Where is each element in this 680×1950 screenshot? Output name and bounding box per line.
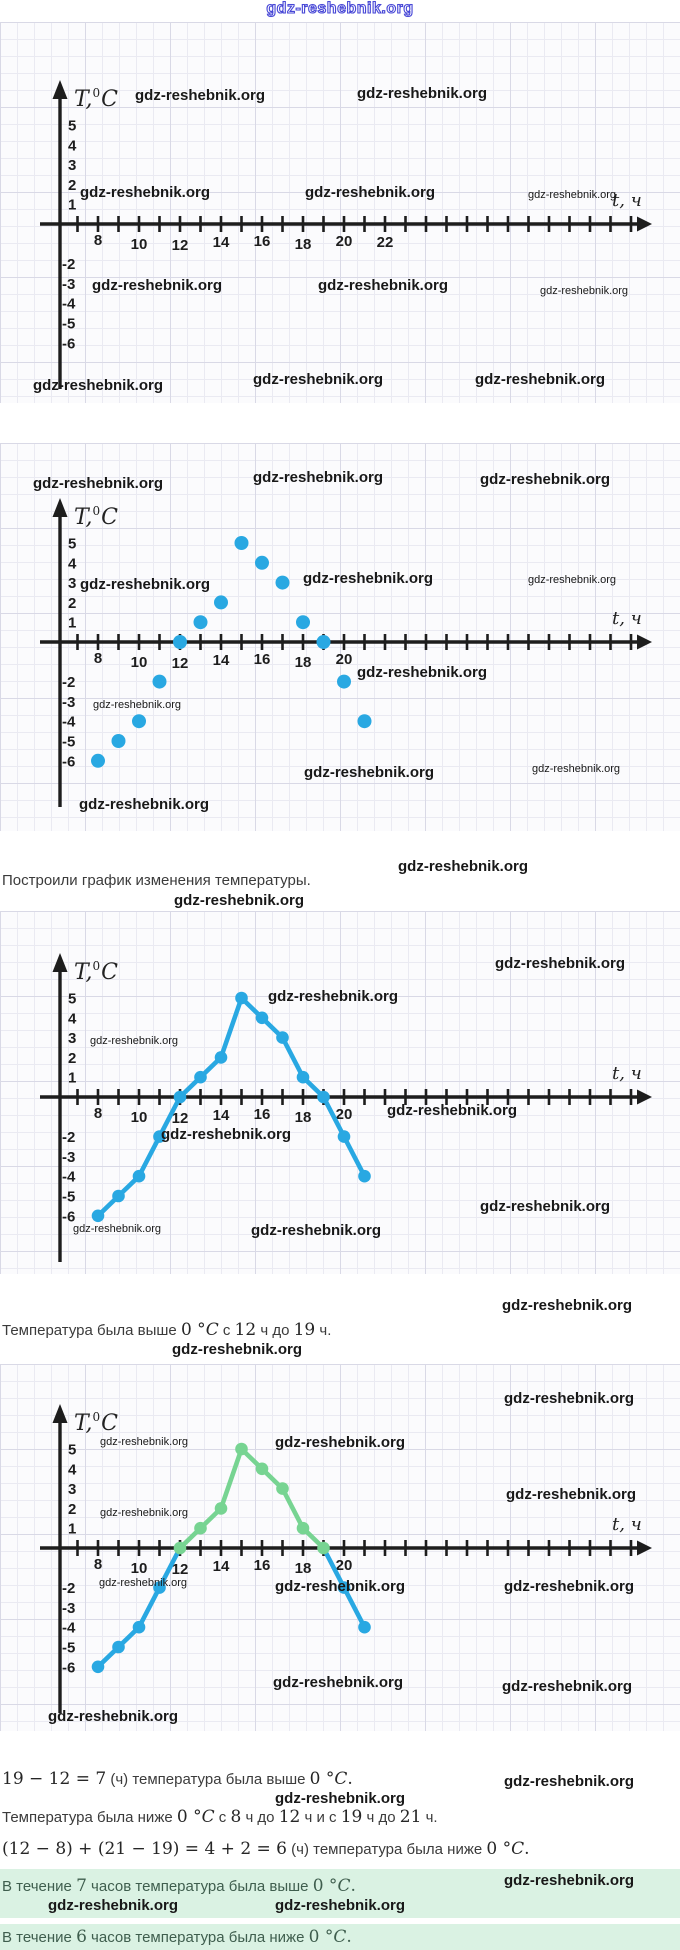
svg-text:t, ч: t, ч [612, 1514, 642, 1535]
svg-text:1: 1 [68, 614, 77, 632]
conclusion-below-zero [2, 1927, 352, 1948]
text-segment: Построили график изменения температуры. [2, 872, 311, 889]
watermark: gdz-reshebnik.org [528, 189, 617, 201]
watermark: gdz-reshebnik.org [79, 796, 210, 813]
text-segment: C [201, 1807, 215, 1827]
svg-text:3: 3 [68, 157, 77, 175]
watermark: gdz-reshebnik.org [80, 184, 211, 201]
watermark: gdz-reshebnik.org [387, 1102, 518, 1119]
text-segment: . [346, 1927, 352, 1947]
watermark: gdz-reshebnik.org [495, 955, 626, 972]
svg-text:1: 1 [68, 1069, 77, 1087]
svg-text:22: 22 [376, 234, 394, 251]
text-segment: часов температура была ниже [86, 1929, 309, 1946]
svg-text:8: 8 [93, 1556, 103, 1573]
watermark: gdz-reshebnik.org [504, 1578, 635, 1595]
solution-line-hours-below-calc [2, 1839, 530, 1860]
watermark: gdz-reshebnik.org [275, 1790, 406, 1807]
site-watermark-header: gdz-reshebnik.org [266, 0, 414, 17]
svg-text:5: 5 [68, 117, 77, 135]
watermark: gdz-reshebnik.org [33, 377, 164, 394]
watermark: gdz-reshebnik.org [99, 1577, 188, 1589]
svg-text:1: 1 [68, 196, 77, 214]
watermark: gdz-reshebnik.org [275, 1434, 406, 1451]
solution-line-hours-above [2, 1769, 353, 1790]
caption-built-graph [2, 871, 311, 891]
svg-text:-2: -2 [62, 674, 76, 692]
watermark: gdz-reshebnik.org [540, 285, 629, 297]
svg-text:12: 12 [171, 1561, 189, 1578]
watermark: gdz-reshebnik.org [275, 1578, 406, 1595]
svg-text:-5: -5 [62, 1639, 76, 1657]
watermark: gdz-reshebnik.org [251, 1222, 382, 1239]
svg-text:-2: -2 [62, 1129, 76, 1147]
watermark: gdz-reshebnik.org [73, 1223, 162, 1235]
svg-text:T,0C: T,$^0$C [74, 959, 118, 985]
watermark: gdz-reshebnik.org [90, 1035, 179, 1047]
chart-section-empty-axes [0, 22, 680, 403]
text-segment: ч. [315, 1322, 332, 1339]
text-segment: 0 ° [308, 1927, 334, 1947]
text-segment: 6 [76, 1927, 87, 1947]
svg-text:-4: -4 [62, 1619, 76, 1637]
svg-text:t, ч: t, ч [612, 1063, 642, 1084]
text-segment: часов температура была выше [86, 1878, 313, 1895]
watermark: gdz-reshebnik.org [172, 1341, 303, 1358]
svg-text:-6: -6 [62, 753, 76, 771]
text-segment: (ч) температура была выше [106, 1771, 310, 1788]
text-segment: 0 ° [176, 1807, 202, 1827]
watermark: gdz-reshebnik.org [480, 471, 611, 488]
svg-text:16: 16 [253, 1106, 271, 1123]
svg-text:-4: -4 [62, 295, 76, 313]
text-segment: ч. [421, 1809, 438, 1826]
svg-text:12: 12 [171, 237, 189, 254]
watermark: gdz-reshebnik.org [475, 371, 606, 388]
text-segment: с [214, 1809, 231, 1826]
text-segment: ч до [362, 1809, 400, 1826]
svg-text:14: 14 [212, 652, 230, 669]
text-segment: C [511, 1839, 525, 1859]
svg-text:4: 4 [68, 137, 77, 155]
svg-text:8: 8 [93, 1105, 103, 1122]
text-segment: 12 [234, 1320, 257, 1340]
svg-text:18: 18 [294, 236, 312, 253]
watermark: gdz-reshebnik.org [504, 1390, 635, 1407]
svg-text:-5: -5 [62, 315, 76, 333]
watermark: gdz-reshebnik.org [100, 1436, 189, 1448]
watermark: gdz-reshebnik.org [100, 1507, 189, 1519]
watermark: gdz-reshebnik.org [80, 576, 211, 593]
svg-text:-5: -5 [62, 1188, 76, 1206]
svg-text:10: 10 [130, 236, 148, 253]
watermark: gdz-reshebnik.org [305, 184, 436, 201]
watermark: gdz-reshebnik.org [253, 371, 384, 388]
text-segment: 0 ° [180, 1320, 206, 1340]
watermark: gdz-reshebnik.org [92, 277, 223, 294]
svg-text:8: 8 [93, 650, 103, 667]
conclusion-above-zero [2, 1876, 356, 1897]
temperature-axes-svg [0, 22, 680, 403]
text-segment: C [334, 1769, 348, 1789]
svg-text:20: 20 [335, 233, 353, 250]
text-segment: (ч) температура была ниже [287, 1841, 487, 1858]
svg-text:16: 16 [253, 1557, 271, 1574]
svg-text:16: 16 [253, 233, 271, 250]
svg-text:T,0C: T,$^0$C [74, 504, 118, 530]
svg-text:18: 18 [294, 1560, 312, 1577]
svg-text:8: 8 [93, 232, 103, 249]
svg-text:3: 3 [68, 1481, 77, 1499]
svg-text:10: 10 [130, 654, 148, 671]
svg-text:-3: -3 [62, 693, 76, 711]
svg-text:-4: -4 [62, 1168, 76, 1186]
svg-text:12: 12 [171, 1110, 189, 1127]
text-segment: В течение [2, 1878, 77, 1895]
svg-text:4: 4 [68, 1010, 77, 1028]
text-segment: 8 [230, 1807, 242, 1827]
text-segment: 0 ° [309, 1769, 335, 1789]
text-segment: 19 [293, 1320, 316, 1340]
svg-text:18: 18 [294, 654, 312, 671]
svg-text:-3: -3 [62, 275, 76, 293]
text-segment: ч до [256, 1322, 294, 1339]
svg-text:t, ч: t, ч [612, 608, 642, 629]
text-segment: . [524, 1839, 530, 1859]
svg-text:-6: -6 [62, 1659, 76, 1677]
svg-text:-6: -6 [62, 1208, 76, 1226]
text-segment: 0 ° [312, 1876, 338, 1896]
text-segment: 19 [340, 1807, 363, 1827]
svg-text:20: 20 [335, 1557, 353, 1574]
watermark: gdz-reshebnik.org [33, 475, 164, 492]
watermark: gdz-reshebnik.org [398, 858, 529, 875]
watermark: gdz-reshebnik.org [506, 1486, 637, 1503]
caption-above-zero-range [2, 1320, 331, 1341]
watermark: gdz-reshebnik.org [318, 277, 449, 294]
svg-text:5: 5 [68, 535, 77, 553]
svg-text:1: 1 [68, 1520, 77, 1538]
svg-text:2: 2 [68, 1049, 77, 1067]
svg-text:T,0C: T,$^0$C [74, 1410, 118, 1436]
solution-line-below-zero-range [2, 1807, 438, 1828]
svg-text:14: 14 [212, 1558, 230, 1575]
text-segment: C [205, 1320, 219, 1340]
svg-text:3: 3 [68, 575, 77, 593]
watermark: gdz-reshebnik.org [48, 1897, 179, 1914]
text-segment: 21 [399, 1807, 422, 1827]
svg-text:16: 16 [253, 651, 271, 668]
text-segment: C [337, 1876, 351, 1896]
text-segment: ч и с [300, 1809, 341, 1826]
watermark: gdz-reshebnik.org [268, 988, 399, 1005]
watermark: gdz-reshebnik.org [304, 764, 435, 781]
text-segment: 7 [76, 1876, 87, 1896]
svg-text:2: 2 [68, 176, 77, 194]
text-segment: 0 ° [486, 1839, 512, 1859]
svg-text:T,0C: T,$^0$C [74, 86, 118, 112]
text-segment: Температура была выше [2, 1322, 181, 1339]
text-segment: (12 − 8) + (21 − 19) = 4 + 2 = 6 [2, 1839, 287, 1859]
svg-text:14: 14 [212, 234, 230, 251]
text-segment: 12 [278, 1807, 301, 1827]
svg-text:4: 4 [68, 555, 77, 573]
watermark: gdz-reshebnik.org [480, 1198, 611, 1215]
text-segment: с [218, 1322, 235, 1339]
watermark: gdz-reshebnik.org [357, 85, 488, 102]
watermark: gdz-reshebnik.org [48, 1708, 179, 1725]
svg-text:-5: -5 [62, 733, 76, 751]
watermark: gdz-reshebnik.org [174, 892, 305, 909]
svg-text:-3: -3 [62, 1148, 76, 1166]
text-segment: ч до [241, 1809, 279, 1826]
svg-text:5: 5 [68, 1441, 77, 1459]
watermark: gdz-reshebnik.org [135, 87, 266, 104]
watermark: gdz-reshebnik.org [161, 1126, 292, 1143]
text-segment: 19 − 12 = 7 [2, 1769, 107, 1789]
watermark: gdz-reshebnik.org [504, 1872, 635, 1889]
svg-text:2: 2 [68, 594, 77, 612]
svg-text:12: 12 [171, 655, 189, 672]
text-segment: В течение [2, 1929, 77, 1946]
watermark: gdz-reshebnik.org [357, 664, 488, 681]
watermark: gdz-reshebnik.org [275, 1897, 406, 1914]
watermark: gdz-reshebnik.org [502, 1297, 633, 1314]
svg-text:-6: -6 [62, 335, 76, 353]
text-segment: . [347, 1769, 353, 1789]
watermark: gdz-reshebnik.org [528, 574, 617, 586]
watermark: gdz-reshebnik.org [273, 1674, 404, 1691]
svg-text:-3: -3 [62, 1599, 76, 1617]
svg-text:20: 20 [335, 651, 353, 668]
svg-text:5: 5 [68, 990, 77, 1008]
svg-text:10: 10 [130, 1109, 148, 1126]
svg-text:10: 10 [130, 1560, 148, 1577]
svg-text:t, ч: t, ч [612, 190, 642, 211]
svg-text:4: 4 [68, 1461, 77, 1479]
text-segment: C [333, 1927, 347, 1947]
watermark: gdz-reshebnik.org [502, 1678, 633, 1695]
watermark: gdz-reshebnik.org [532, 763, 621, 775]
svg-text:3: 3 [68, 1030, 77, 1048]
svg-text:20: 20 [335, 1106, 353, 1123]
watermark: gdz-reshebnik.org [303, 570, 434, 587]
watermark: gdz-reshebnik.org [504, 1773, 635, 1790]
watermark: gdz-reshebnik.org [253, 469, 384, 486]
text-segment: . [350, 1876, 356, 1896]
svg-text:-2: -2 [62, 256, 76, 274]
svg-text:-4: -4 [62, 713, 76, 731]
svg-text:2: 2 [68, 1500, 77, 1518]
svg-text:-2: -2 [62, 1580, 76, 1598]
svg-text:14: 14 [212, 1107, 230, 1124]
svg-text:18: 18 [294, 1109, 312, 1126]
text-segment: Температура была ниже [2, 1809, 177, 1826]
watermark: gdz-reshebnik.org [93, 699, 182, 711]
